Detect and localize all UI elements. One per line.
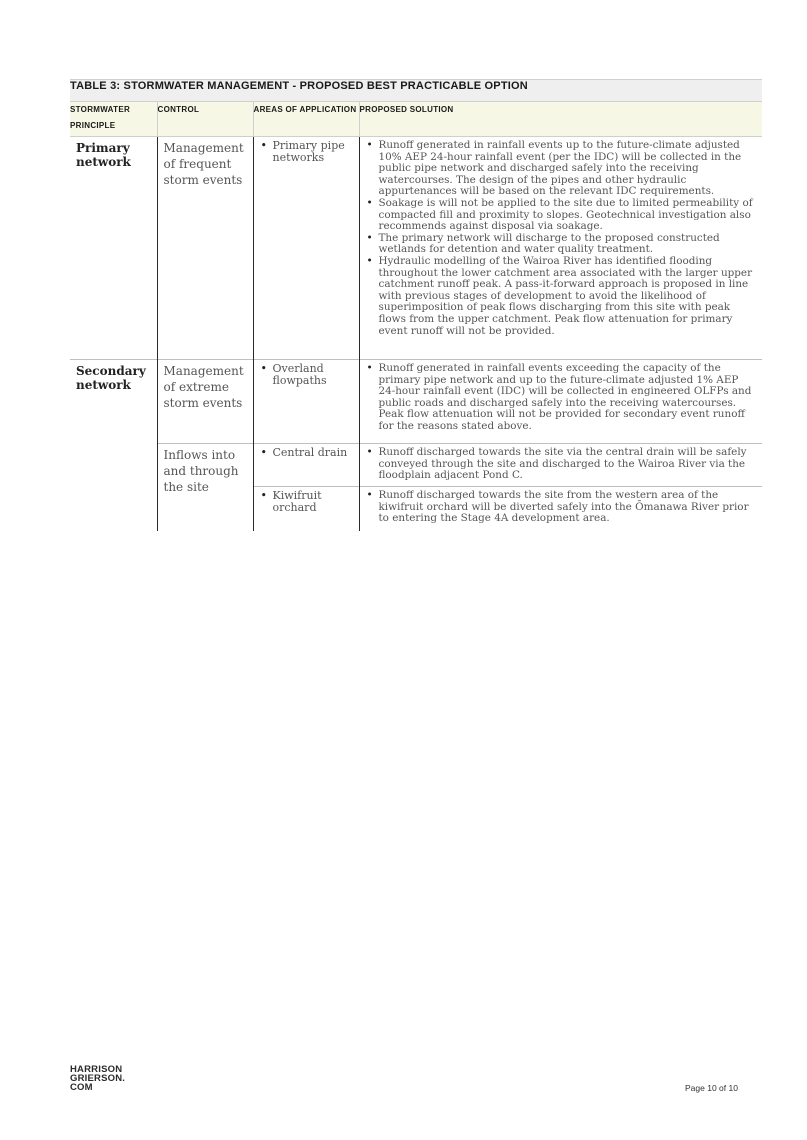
area-item: • Kiwifruit orchard: [258, 490, 355, 514]
solution-item: • Runoff generated in rainfall events up to the future-climate adjusted 10% AEP 24-hour rainfall event (per the IDC) will be collected in the public pipe network and discharged safely into the receiving watercourses. The design of the pipes and other hydraulic appurtenances will be based on the relevant IDC requirements.: [364, 140, 759, 198]
page-number: Page 10 of 10: [685, 1083, 738, 1093]
solution-item: • Hydraulic modelling of the Wairoa River has identified flooding throughout the lower catchment area associated with the larger upper catchment runoff peak. A pass-it-forward approach is proposed in line with previous stages of development to avoid the likelihood of superimposition of peak flows discharging from this site with peak flows from the upper catchment. Peak flow attenuation for primary event runoff will not be provided.: [364, 256, 759, 337]
control-cell: Management of frequent storm events: [157, 137, 253, 360]
solution-item: • Runoff generated in rainfall events exceeding the capacity of the primary pipe network and up to the future-climate adjusted 1% AEP 24-hour rainfall event (IDC) will be collected in engineered OLFPs and public roads and discharged safely into the receiving watercourses. Peak flow attenuation will not be provided for secondary event runoff for the reasons stated above.: [364, 363, 759, 433]
solution-cell: [359, 360, 762, 444]
solution-item: • The primary network will discharge to the proposed constructed wetlands for detention and water quality treatment.: [364, 233, 759, 256]
area-item: • Overland flowpaths: [258, 363, 355, 387]
solution-item: • Runoff discharged towards the site via the central drain will be safely conveyed through the site and discharged to the Wairoa River via the floodplain adjacent Pond C.: [364, 447, 759, 482]
control-cell: Inflows into and through the site: [157, 444, 253, 532]
area-item: • Central drain: [258, 447, 355, 459]
table-row: [70, 444, 762, 487]
table-row: [70, 137, 762, 360]
header-areas: AREAS OF APPLICATION: [253, 102, 359, 137]
stormwater-table: [70, 79, 762, 531]
solution-cell: [359, 444, 762, 487]
header-control: CONTROL: [157, 102, 253, 137]
header-principle: STORMWATER PRINCIPLE: [70, 102, 157, 137]
logo-line: HARRISON: [70, 1064, 123, 1075]
areas-cell: [253, 137, 359, 360]
solution-item: • Soakage is will not be applied to the site due to limited permeability of compacted fill and proximity to slopes. Geotechnical investigation also recommends against disposal via soakage.: [364, 198, 759, 233]
principle-cell: Primary network: [76, 141, 131, 169]
areas-cell: [253, 444, 359, 487]
area-item: • Primary pipe networks: [258, 140, 355, 164]
logo-line: GRIERSON.: [70, 1073, 126, 1084]
table-row: [70, 360, 762, 444]
areas-cell: [253, 487, 359, 532]
control-cell: Management of extreme storm events: [157, 360, 253, 444]
principle-cell: Secondary network: [70, 360, 157, 532]
header-solution: PROPOSED SOLUTION: [359, 102, 762, 137]
solution-item: • Runoff discharged towards the site from the western area of the kiwifruit orchard will be diverted safely into the Ōmanawa River prior to entering the Stage 4A development area.: [364, 490, 759, 525]
company-logo: [70, 1065, 125, 1092]
table-title: TABLE 3: STORMWATER MANAGEMENT - PROPOSED BEST PRACTICABLE OPTION: [70, 80, 762, 102]
solution-cell: [359, 487, 762, 532]
solution-cell: [359, 137, 762, 360]
logo-line: COM: [70, 1082, 93, 1093]
areas-cell: [253, 360, 359, 444]
